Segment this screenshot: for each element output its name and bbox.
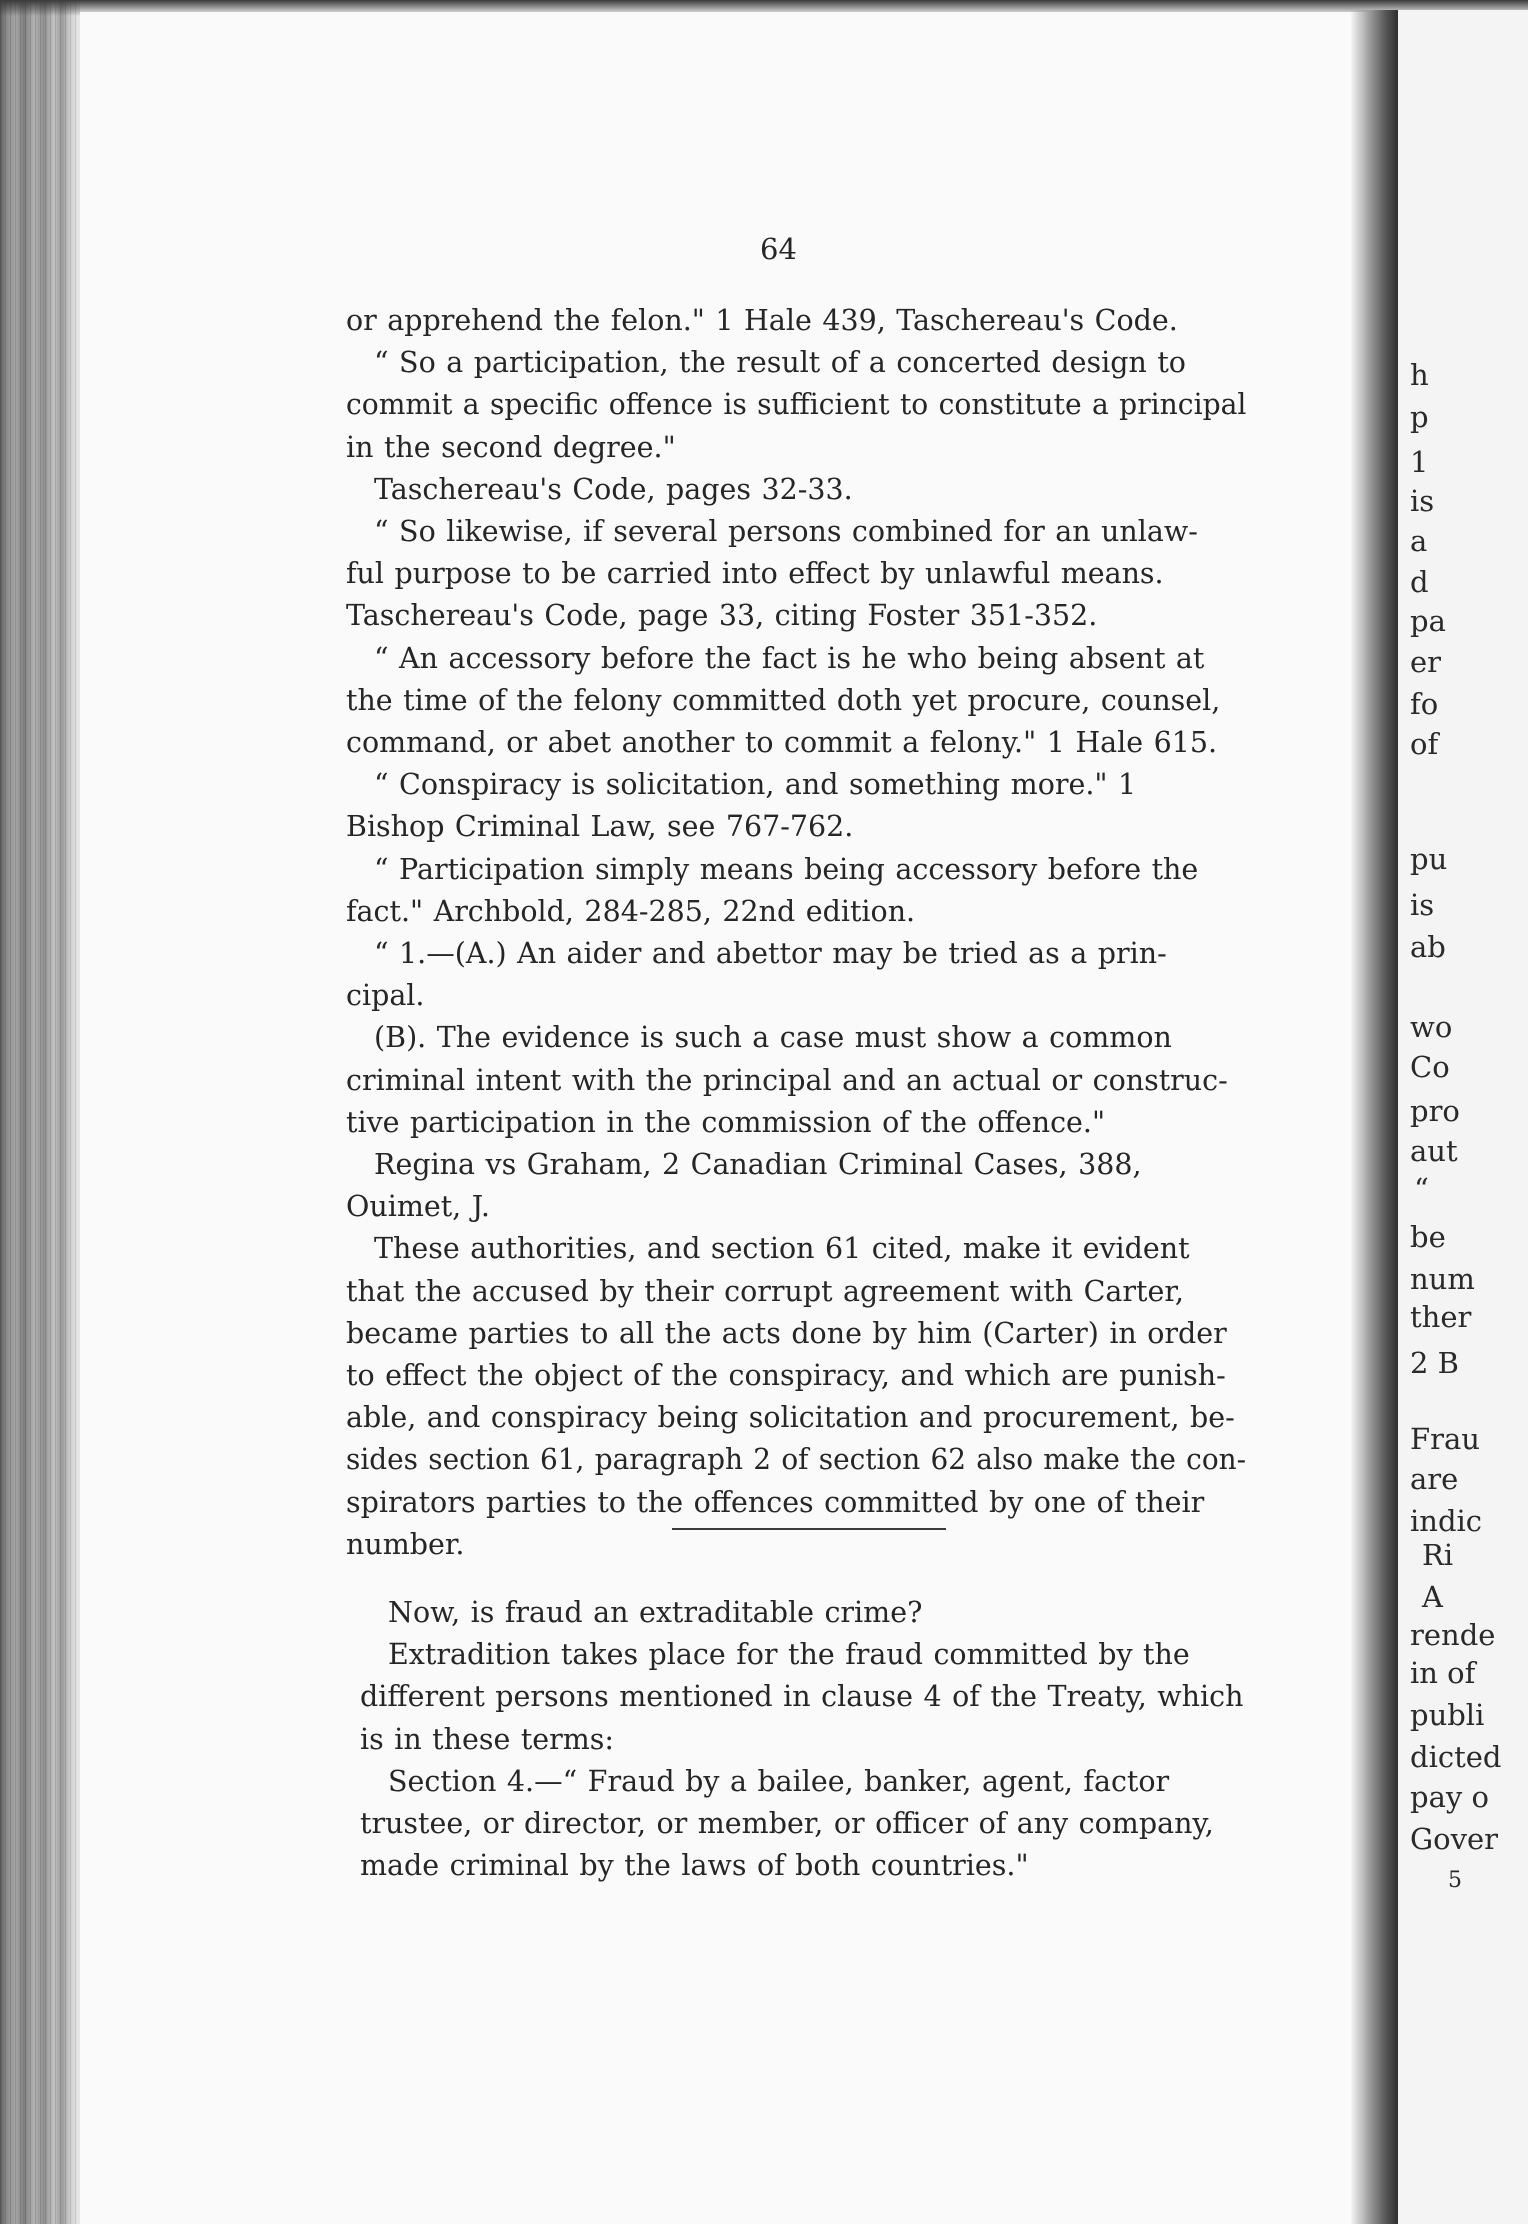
facing-page-fragment: dicted bbox=[1410, 1740, 1502, 1774]
text-line: sides section 61, paragraph 2 of section 62 also make the con- bbox=[346, 1443, 1247, 1477]
facing-page-fragment: pu bbox=[1410, 842, 1448, 876]
facing-page-fragment: publi bbox=[1410, 1698, 1485, 1732]
text-line: Bishop Criminal Law, see 767-762. bbox=[346, 810, 854, 844]
text-line: spirators parties to the offences committed by one of their bbox=[346, 1485, 1205, 1519]
text-line: “ An accessory before the fact is he who being absent at bbox=[374, 641, 1205, 675]
facing-page-fragment: p bbox=[1410, 400, 1429, 434]
facing-page-fragment: Co bbox=[1410, 1050, 1450, 1084]
text-line: “ So a participation, the result of a concerted design to bbox=[374, 346, 1186, 380]
text-line: Extradition takes place for the fraud committed by the bbox=[388, 1638, 1190, 1672]
facing-page-fragment: wo bbox=[1410, 1010, 1453, 1044]
facing-page-fragment: fo bbox=[1410, 687, 1439, 721]
text-line: fact." Archbold, 284-285, 22nd edition. bbox=[346, 894, 916, 928]
facing-page-fragment: be bbox=[1410, 1220, 1446, 1254]
text-line: “ Participation simply means being accessory before the bbox=[374, 852, 1199, 886]
text-line: the time of the felony committed doth yet procure, counsel, bbox=[346, 683, 1221, 717]
facing-page-fragment: 2 B bbox=[1410, 1346, 1459, 1380]
text-line: Now, is fraud an extraditable crime? bbox=[388, 1596, 923, 1629]
facing-page-fragment: in of bbox=[1410, 1656, 1476, 1690]
text-line: These authorities, and section 61 cited, make it evident bbox=[374, 1232, 1190, 1266]
text-line: number. bbox=[346, 1527, 465, 1561]
facing-page-fragment: is bbox=[1410, 484, 1435, 518]
facing-page-fragment: pa bbox=[1410, 604, 1446, 638]
facing-page-fragment: d bbox=[1410, 565, 1429, 599]
text-line: Taschereau's Code, page 33, citing Foster 351-352. bbox=[346, 599, 1098, 633]
facing-page-fragment: are bbox=[1410, 1462, 1459, 1496]
facing-page-fragment: rende bbox=[1410, 1618, 1496, 1652]
text-line: to effect the object of the conspiracy, and which are punish- bbox=[346, 1359, 1226, 1392]
text-line: Taschereau's Code, pages 32-33. bbox=[374, 472, 853, 506]
facing-page-fragment: is bbox=[1410, 888, 1435, 922]
facing-page-fragment: of bbox=[1410, 727, 1439, 761]
section-divider-rule bbox=[672, 1528, 946, 1530]
text-line: Section 4.—“ Fraud by a bailee, banker, agent, factor bbox=[388, 1764, 1170, 1798]
facing-page-fragment: 5 bbox=[1448, 1868, 1462, 1893]
text-line: ful purpose to be carried into effect by unlawful means. bbox=[346, 557, 1164, 591]
facing-page-fragment: a bbox=[1410, 524, 1428, 558]
facing-page-fragment: Ri bbox=[1422, 1538, 1454, 1572]
facing-page-fragment: num bbox=[1410, 1262, 1475, 1296]
text-line: different persons mentioned in clause 4 of the Treaty, which bbox=[360, 1680, 1244, 1714]
text-line: is in these terms: bbox=[360, 1722, 615, 1756]
text-line: commit a specific offence is sufficient to constitute a principal bbox=[346, 388, 1247, 422]
text-line: tive participation in the commission of the offence." bbox=[346, 1105, 1106, 1139]
page-number: 64 bbox=[760, 232, 797, 266]
text-line: criminal intent with the principal and an actual or construc- bbox=[346, 1063, 1228, 1097]
text-line: “ Conspiracy is solicitation, and something more." 1 bbox=[374, 768, 1137, 802]
text-line: or apprehend the felon." 1 Hale 439, Taschereau's Code. bbox=[346, 304, 1178, 337]
text-line: Ouimet, J. bbox=[346, 1190, 490, 1224]
text-line: trustee, or director, or member, or officer of any company, bbox=[360, 1807, 1214, 1840]
facing-page-fragment: indic bbox=[1410, 1504, 1483, 1538]
text-line: Regina vs Graham, 2 Canadian Criminal Cases, 388, bbox=[374, 1148, 1142, 1181]
text-line: became parties to all the acts done by him (Carter) in order bbox=[346, 1316, 1227, 1350]
facing-page-fragment: 1 bbox=[1410, 445, 1429, 479]
facing-page-fragment: “ bbox=[1414, 1172, 1429, 1206]
facing-page-fragment: ab bbox=[1410, 930, 1446, 964]
book-gutter-shadow bbox=[1350, 10, 1398, 2224]
text-line: that the accused by their corrupt agreement with Carter, bbox=[346, 1274, 1184, 1308]
facing-page-fragment: aut bbox=[1410, 1134, 1458, 1168]
text-line: in the second degree." bbox=[346, 430, 676, 464]
text-line: (B). The evidence is such a case must show a common bbox=[374, 1021, 1172, 1055]
text-line: command, or abet another to commit a felony." 1 Hale 615. bbox=[346, 726, 1218, 759]
facing-page-fragment: pay o bbox=[1410, 1780, 1489, 1814]
facing-page-fragment: er bbox=[1410, 645, 1442, 679]
facing-page-fragment: h bbox=[1410, 358, 1429, 392]
text-line: able, and conspiracy being solicitation and procurement, be- bbox=[346, 1401, 1235, 1435]
text-line: “ 1.—(A.) An aider and abettor may be tried as a prin- bbox=[374, 937, 1167, 970]
facing-page bbox=[1398, 10, 1528, 2224]
text-line: cipal. bbox=[346, 979, 425, 1013]
facing-page-fragment: Gover bbox=[1410, 1822, 1499, 1856]
facing-page-fragment: Frau bbox=[1410, 1422, 1480, 1456]
page-edge-lines bbox=[0, 0, 80, 2224]
facing-page-fragment: A bbox=[1422, 1580, 1443, 1614]
facing-page-fragment: ther bbox=[1410, 1300, 1472, 1334]
text-line: made criminal by the laws of both countries." bbox=[360, 1849, 1029, 1883]
text-line: “ So likewise, if several persons combined for an unlaw- bbox=[374, 515, 1198, 548]
facing-page-fragment: pro bbox=[1410, 1094, 1460, 1128]
